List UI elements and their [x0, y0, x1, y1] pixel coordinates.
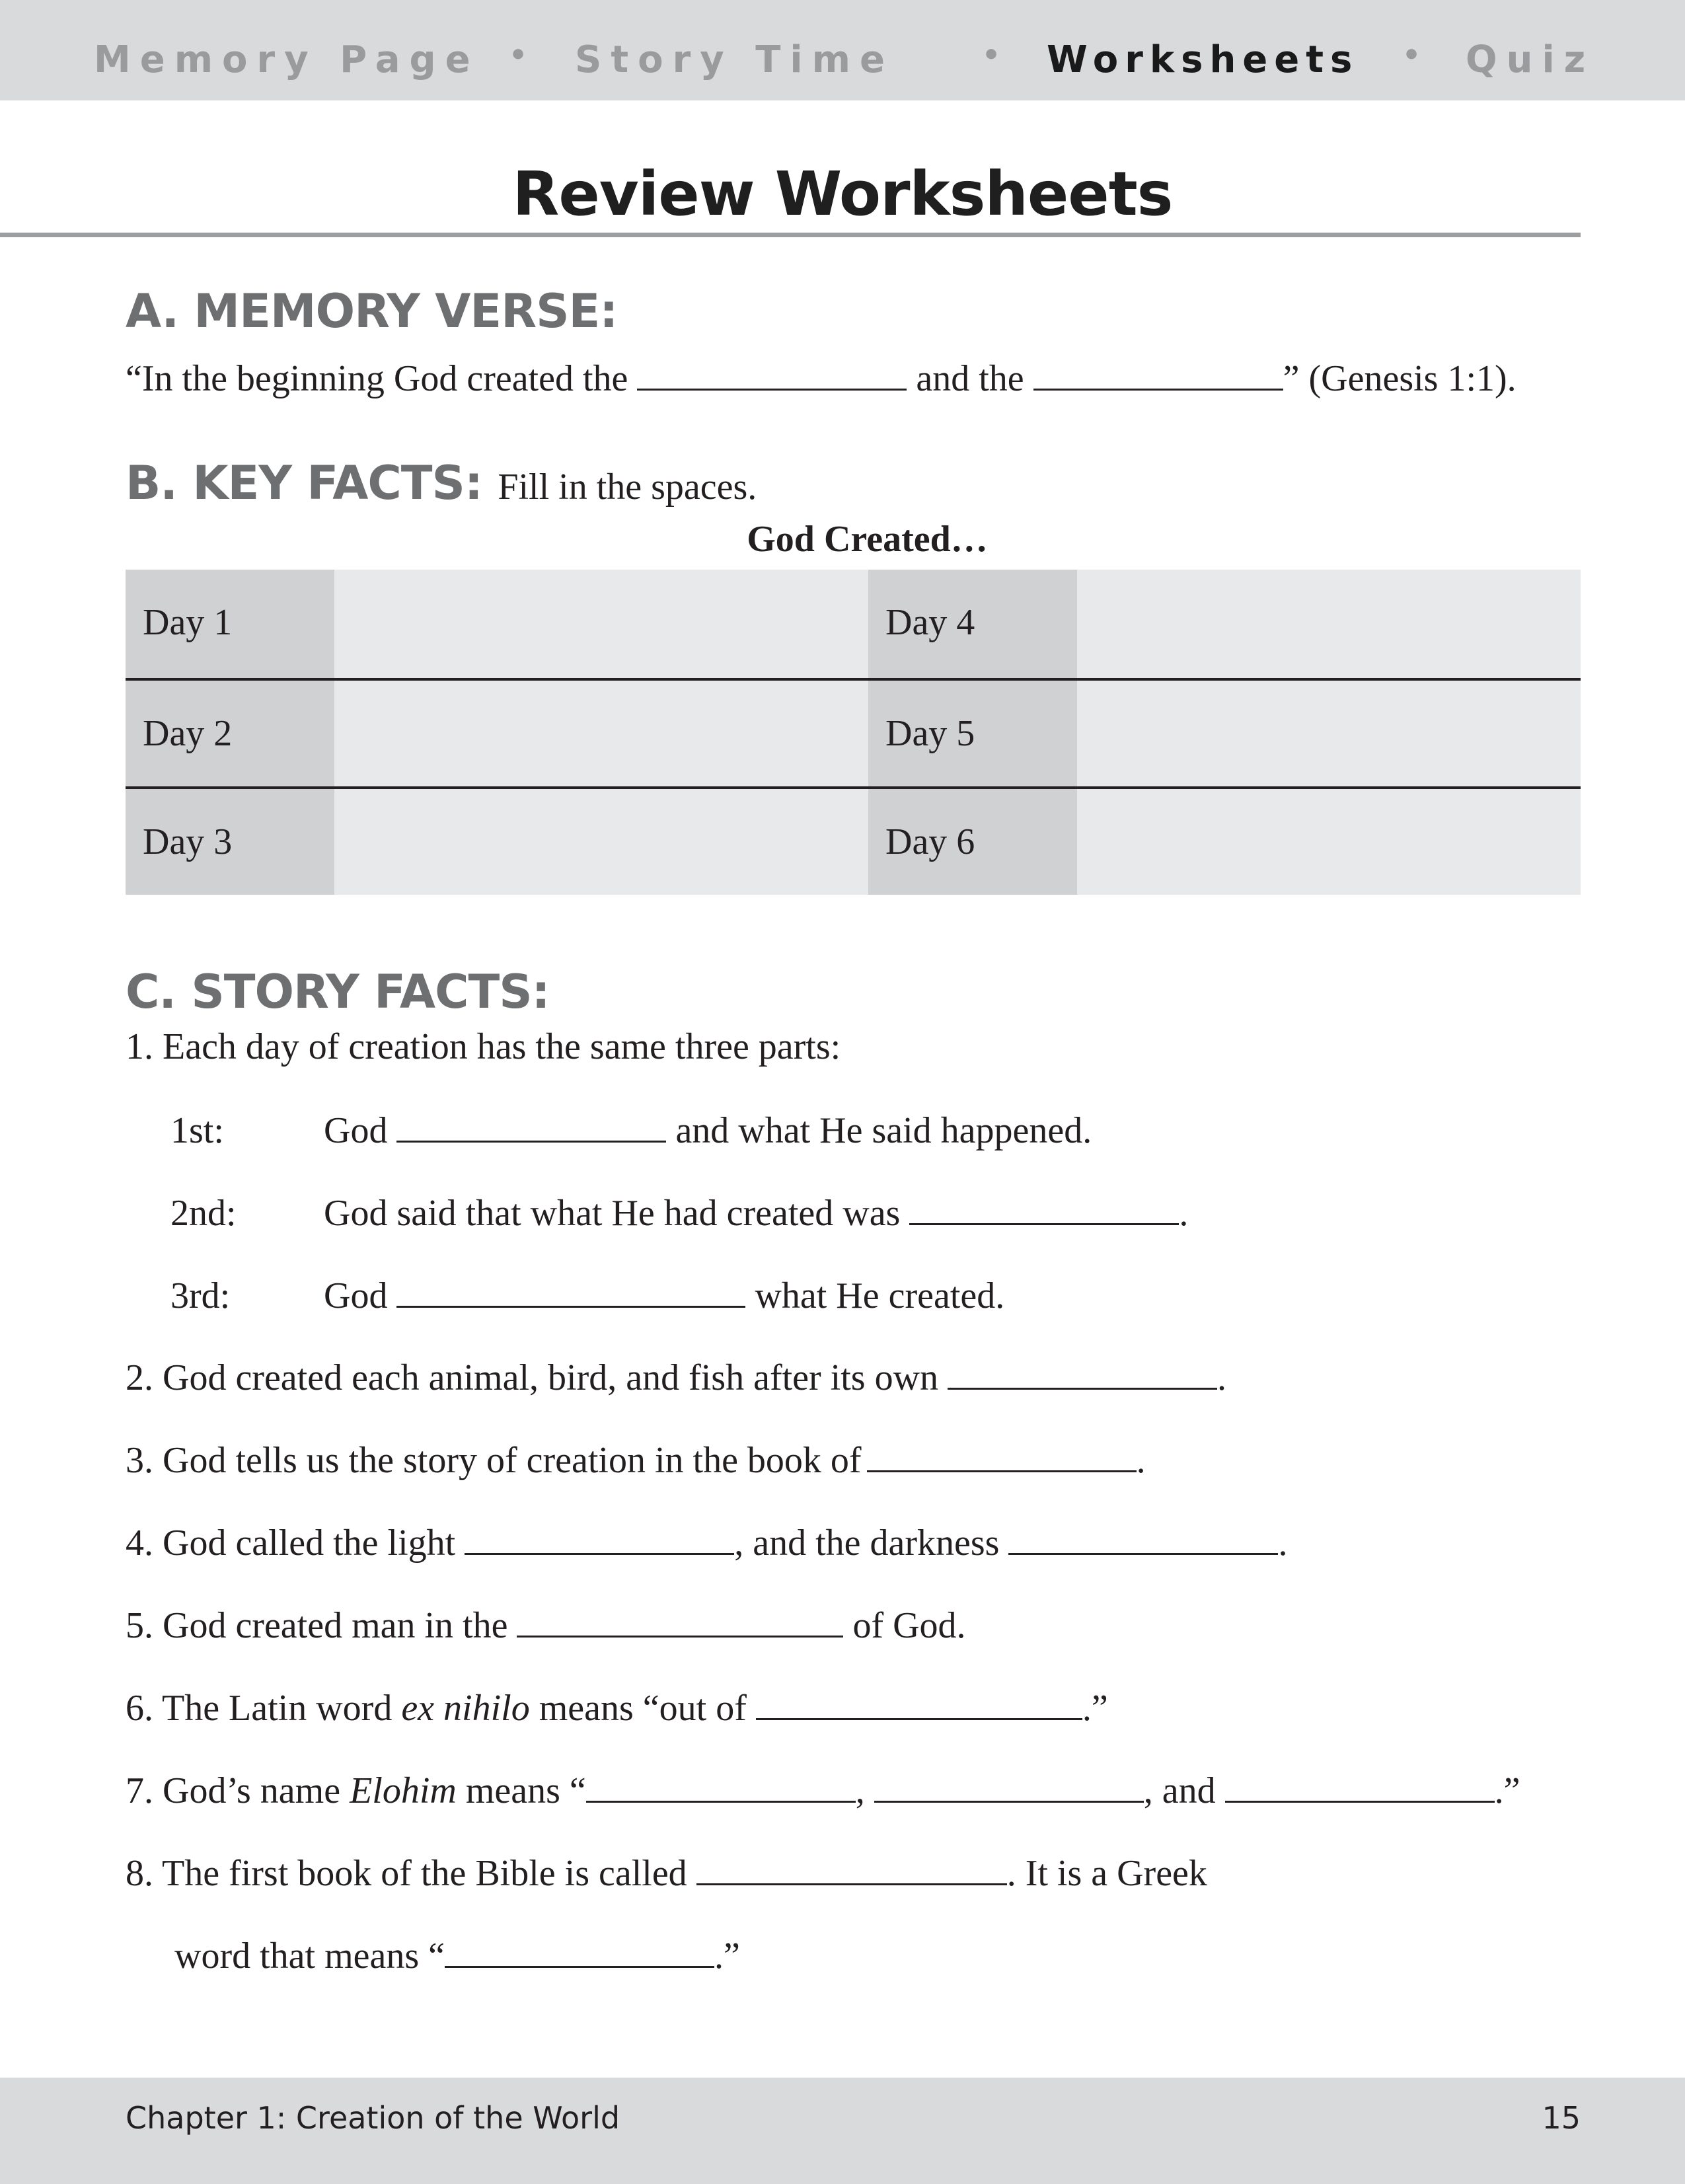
- day-answer-cell[interactable]: [1077, 570, 1581, 678]
- part-label: 1st:: [170, 1110, 224, 1151]
- nav-story-time[interactable]: Story Time: [575, 38, 894, 81]
- page-title: Review Worksheets: [512, 159, 1173, 229]
- question-text: .: [1217, 1357, 1227, 1398]
- day-label: Day 1: [143, 602, 233, 643]
- blank-field[interactable]: [1008, 1520, 1278, 1555]
- blank-field[interactable]: [396, 1108, 666, 1143]
- part-text: and what He said happened.: [675, 1110, 1092, 1151]
- nav-memory-page[interactable]: Memory Page: [94, 38, 480, 81]
- blank-field[interactable]: [445, 1933, 714, 1968]
- question-text: 6. The Latin word: [126, 1688, 393, 1729]
- table-row: [126, 678, 1581, 786]
- creation-days-table: [126, 570, 1581, 895]
- question-1-part-1: [170, 1108, 1092, 1152]
- day-label-cell: [868, 789, 1077, 895]
- memory-verse-line: [126, 356, 1516, 400]
- day-label: Day 4: [885, 602, 975, 643]
- part-text: God: [324, 1275, 388, 1316]
- question-text: means “: [465, 1770, 586, 1811]
- question-text: .”: [1082, 1688, 1108, 1729]
- question-text: , and the darkness: [734, 1523, 1000, 1563]
- question-text: .: [1278, 1523, 1288, 1563]
- day-answer-cell[interactable]: [1077, 681, 1581, 786]
- day-label-cell: [868, 570, 1077, 678]
- table-row: [126, 786, 1581, 895]
- section-b-instruction: Fill in the spaces.: [498, 467, 757, 508]
- blank-field[interactable]: [465, 1520, 734, 1555]
- day-answer-cell[interactable]: [1077, 789, 1581, 895]
- verse-start: “In the beginning God created the: [126, 358, 628, 399]
- question-text: .”: [1494, 1770, 1520, 1811]
- section-a-heading: A. MEMORY VERSE:: [126, 284, 618, 338]
- nav-separator: •: [982, 38, 1010, 72]
- blank-field[interactable]: [909, 1190, 1179, 1225]
- question-text: . It is a Greek: [1006, 1853, 1207, 1894]
- verse-mid: and the: [916, 358, 1024, 399]
- question-text: 2. God created each animal, bird, and fish after its own: [126, 1357, 939, 1398]
- part-label: 2nd:: [170, 1193, 237, 1234]
- part-text: God said that what He had created was: [324, 1193, 901, 1234]
- question-text: 7. God’s name: [126, 1770, 341, 1811]
- question-4: [126, 1520, 1287, 1564]
- table-row: [126, 570, 1581, 678]
- nav-separator: •: [1402, 38, 1431, 72]
- latin-term: ex nihilo: [401, 1688, 530, 1729]
- footer-bar: [0, 2078, 1685, 2184]
- question-2: [126, 1355, 1226, 1399]
- section-c-heading: C. STORY FACTS:: [126, 965, 550, 1019]
- blank-field[interactable]: [696, 1850, 1007, 1885]
- question-3: [126, 1437, 1146, 1482]
- day-label: Day 5: [885, 713, 975, 754]
- section-b-heading: [126, 456, 757, 510]
- question-text: means “out of: [539, 1688, 747, 1729]
- part-text: God: [324, 1110, 388, 1151]
- question-5: [126, 1602, 966, 1647]
- blank-field[interactable]: [1225, 1768, 1495, 1803]
- day-label: Day 3: [143, 821, 233, 862]
- day-label: Day 6: [885, 821, 975, 862]
- question-1-part-3: [170, 1273, 1004, 1317]
- question-text: 3. God tells us the story of creation in the book of: [126, 1440, 862, 1481]
- day-answer-cell[interactable]: [334, 570, 868, 678]
- blank-field[interactable]: [396, 1273, 745, 1308]
- part-label: 3rd:: [170, 1275, 231, 1316]
- day-label-cell: [868, 681, 1077, 786]
- table-caption: God Created…: [747, 519, 988, 560]
- nav-quiz[interactable]: Quiz: [1466, 38, 1595, 81]
- blank-field[interactable]: [517, 1602, 843, 1638]
- blank-field[interactable]: [948, 1355, 1217, 1390]
- day-label-cell: [126, 570, 334, 678]
- blank-field[interactable]: [637, 356, 907, 391]
- day-answer-cell[interactable]: [334, 789, 868, 895]
- blank-field[interactable]: [586, 1768, 856, 1803]
- blank-field[interactable]: [1033, 356, 1283, 391]
- question-text: .: [1136, 1440, 1146, 1481]
- question-text: 5. God created man in the: [126, 1605, 508, 1646]
- day-label: Day 2: [143, 713, 233, 754]
- question-1: 1. Each day of creation has the same three parts:: [126, 1026, 841, 1067]
- question-text: ,: [855, 1770, 865, 1811]
- question-1-part-2: [170, 1190, 1188, 1234]
- title-divider: [0, 233, 1581, 237]
- question-text: .”: [714, 1936, 740, 1977]
- page-number: 15: [1542, 2100, 1581, 2136]
- question-text: 8. The first book of the Bible is called: [126, 1853, 687, 1894]
- top-nav-bar: [0, 0, 1685, 100]
- nav-worksheets[interactable]: Worksheets: [1047, 38, 1359, 81]
- question-7: [126, 1768, 1520, 1812]
- verse-end: ” (Genesis 1:1).: [1283, 358, 1516, 399]
- question-8: [126, 1850, 1207, 1895]
- day-label-cell: [126, 681, 334, 786]
- part-text: what He created.: [755, 1275, 1005, 1316]
- blank-field[interactable]: [874, 1768, 1144, 1803]
- question-text: of God.: [852, 1605, 966, 1646]
- hebrew-term: Elohim: [350, 1770, 457, 1811]
- chapter-label: Chapter 1: Creation of the World: [126, 2100, 620, 2136]
- day-label-cell: [126, 789, 334, 895]
- day-answer-cell[interactable]: [334, 681, 868, 786]
- question-text: 4. God called the light: [126, 1523, 456, 1563]
- nav-separator: •: [509, 38, 537, 72]
- question-text: , and: [1143, 1770, 1216, 1811]
- blank-field[interactable]: [867, 1437, 1137, 1472]
- question-text: word that means “: [174, 1936, 445, 1977]
- question-8-line-2: [174, 1933, 740, 1977]
- blank-field[interactable]: [756, 1685, 1082, 1720]
- section-b-title: B. KEY FACTS:: [126, 456, 482, 510]
- part-text: .: [1179, 1193, 1189, 1234]
- question-6: [126, 1685, 1108, 1729]
